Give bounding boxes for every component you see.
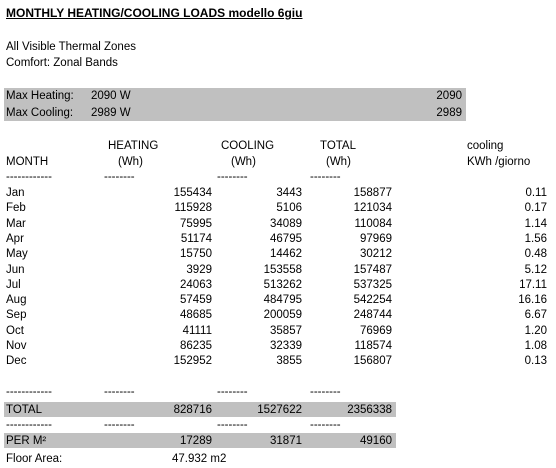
cell-kwh: 5.12 [524, 263, 547, 276]
cell-kwh: 0.48 [524, 248, 547, 261]
cell-total: 118574 [354, 340, 392, 352]
separator-dashes: ------------ [6, 386, 52, 398]
cell-heating: 48685 [180, 309, 212, 322]
cell-heating: 86235 [180, 340, 212, 352]
month-header: MONTH [6, 156, 49, 168]
separator-dashes: -------- [310, 171, 341, 183]
cell-heating: 51174 [180, 232, 212, 245]
total-cooling: 1527622 [257, 404, 302, 416]
cell-heating: 15750 [180, 248, 212, 261]
cell-month: Apr [6, 232, 24, 245]
heating-header: HEATING [108, 140, 159, 152]
separator-dashes: -------- [104, 419, 135, 431]
cell-month: Sep [6, 309, 27, 322]
cell-kwh: 1.56 [524, 232, 547, 245]
max-heating-right: 2090 [436, 90, 462, 102]
cell-total: 537325 [353, 278, 392, 291]
max-cooling-label: Max Cooling: [6, 107, 74, 119]
cell-month: Mar [6, 217, 26, 230]
per-m2-total: 49160 [360, 435, 392, 447]
max-cooling-value: 2989 W [91, 107, 131, 119]
cell-total: 97969 [360, 232, 392, 245]
cell-kwh: 1.14 [524, 217, 547, 230]
cell-kwh: 1.20 [524, 324, 547, 337]
separator-dashes: -------- [310, 419, 341, 431]
cell-total: 542254 [353, 294, 392, 307]
cell-cooling: 200059 [263, 309, 302, 322]
cell-heating: 41111 [182, 324, 212, 337]
cell-kwh: 0.17 [524, 202, 547, 215]
total-unit: (Wh) [326, 156, 351, 168]
separator-dashes: -------- [217, 419, 248, 431]
cell-cooling: 35857 [270, 324, 302, 337]
cell-cooling: 14462 [270, 248, 302, 261]
cell-total: 76969 [360, 324, 392, 337]
cell-cooling: 484795 [263, 294, 302, 307]
max-heating-label: Max Heating: [6, 90, 74, 102]
cell-total: 30212 [360, 248, 392, 261]
per-m2-cooling: 31871 [270, 435, 302, 447]
cell-month: Oct [6, 324, 24, 337]
per-m2-label: PER M² [6, 435, 47, 447]
separator-dashes: -------- [217, 386, 248, 398]
cell-month: Dec [6, 355, 27, 368]
kwh-header: cooling [467, 140, 504, 152]
max-heating-value: 2090 W [91, 90, 131, 102]
floor-area-label: Floor Area: [6, 453, 63, 465]
cooling-header: COOLING [221, 140, 275, 152]
cell-cooling: 34089 [270, 217, 302, 230]
separator-dashes: -------- [310, 386, 341, 398]
cell-kwh: 17.11 [519, 278, 547, 291]
zones-label: All Visible Thermal Zones [6, 41, 136, 53]
separator-dashes: ------------ [6, 419, 52, 431]
cell-heating: 3929 [186, 263, 212, 276]
cell-kwh: 0.11 [525, 187, 547, 199]
report-title: MONTHLY HEATING/COOLING LOADS modello 6giu [6, 6, 303, 20]
cell-kwh: 6.67 [524, 309, 547, 322]
cell-heating: 115928 [174, 202, 212, 215]
cell-total: 110084 [354, 217, 392, 230]
cell-cooling: 5106 [276, 202, 302, 215]
total-label: TOTAL [6, 404, 42, 416]
cell-heating: 75995 [180, 217, 212, 230]
total-total: 2356338 [347, 404, 392, 416]
cell-heating: 57459 [180, 294, 212, 307]
cell-month: May [6, 248, 28, 261]
separator-dashes: -------- [104, 386, 135, 398]
heating-unit: (Wh) [118, 156, 143, 168]
cell-kwh: 1.08 [524, 340, 547, 352]
cooling-unit: (Wh) [231, 156, 256, 168]
kwh-unit: KWh /giorno [467, 156, 531, 168]
cell-heating: 24063 [180, 278, 212, 291]
per-m2-heating: 17289 [180, 435, 212, 447]
cell-cooling: 3443 [276, 187, 302, 199]
cell-total: 157487 [353, 263, 392, 276]
total-header: TOTAL [320, 140, 356, 152]
cell-month: Jun [6, 263, 25, 276]
cell-heating: 155434 [173, 187, 212, 199]
cell-cooling: 46795 [270, 232, 302, 245]
cell-total: 156807 [353, 355, 392, 368]
comfort-label: Comfort: Zonal Bands [6, 57, 118, 69]
total-heating: 828716 [173, 404, 212, 416]
cell-month: Feb [6, 202, 26, 215]
floor-area-value: 47.932 m2 [172, 453, 227, 465]
cell-cooling: 32339 [270, 340, 302, 352]
cell-month: Jul [6, 278, 21, 291]
cell-cooling: 153558 [263, 263, 302, 276]
cell-month: Aug [6, 294, 27, 307]
cell-kwh: 0.13 [524, 355, 547, 368]
cell-total: 158877 [353, 187, 392, 199]
cell-cooling: 513262 [263, 278, 302, 291]
max-cooling-right: 2989 [436, 107, 462, 119]
separator-dashes: ------------ [6, 171, 52, 183]
cell-total: 248744 [353, 309, 392, 322]
cell-cooling: 3855 [276, 355, 302, 368]
cell-heating: 152952 [173, 355, 212, 368]
cell-kwh: 16.16 [518, 294, 547, 307]
cell-month: Nov [6, 340, 27, 352]
separator-dashes: -------- [217, 171, 248, 183]
cell-month: Jan [6, 187, 25, 199]
separator-dashes: -------- [104, 171, 135, 183]
cell-total: 121034 [353, 202, 392, 215]
